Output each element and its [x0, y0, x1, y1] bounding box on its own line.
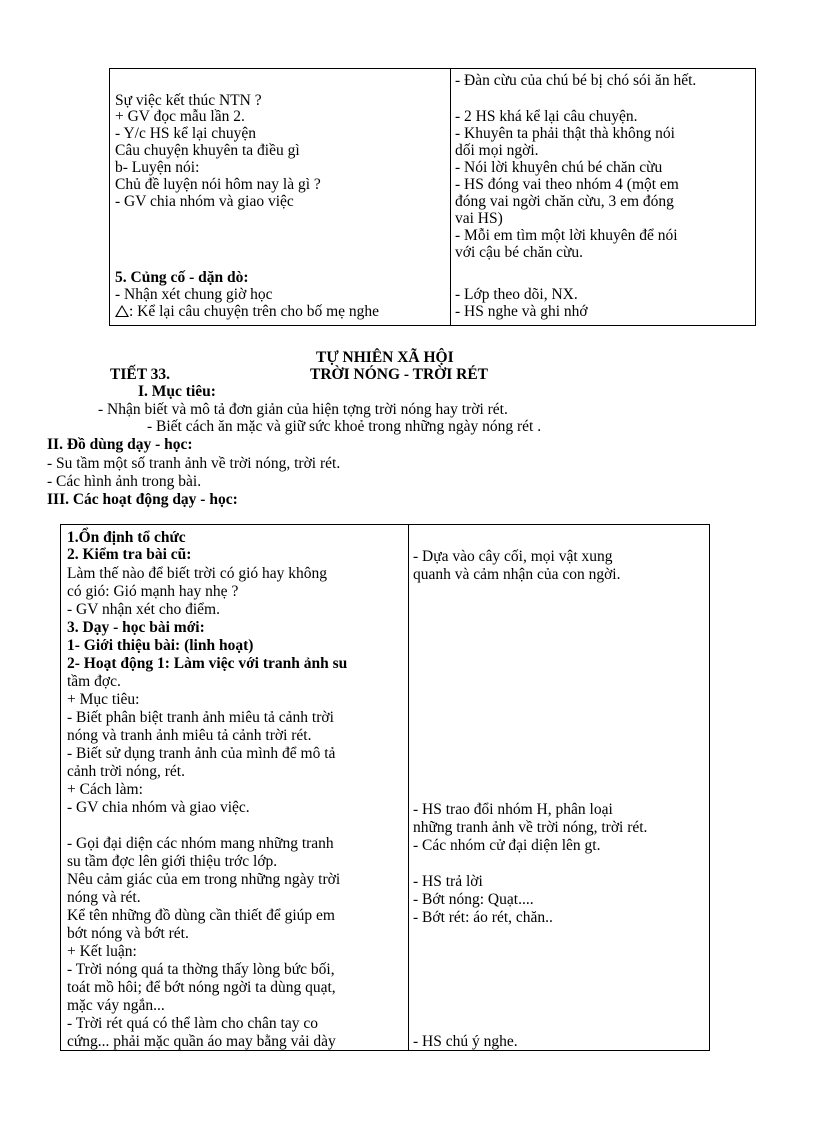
section-heading: 2- Hoạt động 1: Làm việc với tranh ảnh su: [67, 655, 348, 672]
section-heading: 2. Kiểm tra bài cũ:: [67, 546, 192, 563]
section-heading: 1.Ổn định tổ chức: [67, 529, 186, 546]
section-activities: III. Các hoạt động dạy - học:: [47, 491, 238, 508]
objective-item: - Nhận biết và mô tả đơn giản của hiện tợng trời nóng hay trời rét.: [98, 401, 508, 418]
activity-table-main: [60, 524, 710, 1051]
cell-text: - HS chú ý nghe.: [413, 1033, 518, 1050]
cell-text: - Bớt rét: áo rét, chăn..: [413, 909, 553, 926]
column-divider: [408, 525, 409, 1050]
lesson-title: TRỜI NÓNG - TRỜI RÉT: [310, 366, 488, 383]
cell-text: - Bớt nóng: Quạt....: [413, 891, 534, 908]
cell-text: - Dựa vào cây cối, mọi vật xung: [413, 548, 613, 565]
cell-text: : Kể lại câu chuyện trên cho bố mẹ nghe: [129, 303, 380, 320]
section-materials: II. Đồ dùng dạy - học:: [47, 436, 193, 453]
cell-text: - Gọi đại diện các nhóm mang những tranh: [67, 835, 334, 852]
cell-text: - Trời nóng quá ta thờng thấy lòng bức bối,: [67, 961, 335, 978]
cell-text: bớt nóng và bớt rét.: [67, 925, 189, 942]
cell-text: + Cách làm:: [67, 781, 143, 798]
cell-text: - Y/c HS kể lại chuyện: [115, 125, 257, 142]
cell-text: - Trời rét quá có thể làm cho chân tay co: [67, 1015, 318, 1032]
cell-text: - GV nhận xét cho điểm.: [67, 601, 220, 618]
cell-text: Nêu cảm giác của em trong những ngày trời: [67, 871, 341, 888]
section-heading: 3. Dạy - học bài mới:: [67, 619, 205, 636]
cell-text: - HS đóng vai theo nhóm 4 (một em: [455, 176, 679, 193]
cell-text: dối mọi ngời.: [455, 142, 539, 159]
cell-text: mặc váy ngắn...: [67, 997, 165, 1014]
cell-text: cảnh trời nóng, rét.: [67, 763, 185, 780]
activity-table-top: [109, 68, 756, 326]
cell-text: Kể tên những đồ dùng cần thiết để giúp em: [67, 907, 335, 924]
cell-text: + Kết luận:: [67, 943, 137, 960]
cell-text: - GV chia nhóm và giao việc.: [67, 799, 250, 816]
triangle-icon: [115, 305, 129, 317]
cell-text: - Nhận xét chung giờ học: [115, 286, 273, 303]
cell-text: + GV đọc mẫu lần 2.: [115, 108, 245, 125]
cell-text: - HS trả lời: [413, 873, 483, 890]
cell-text-row: [115, 303, 379, 320]
cell-text: - Đàn cừu của chú bé bị chó sói ăn hết.: [455, 72, 697, 89]
cell-text: Sự việc kết thúc NTN ?: [115, 92, 262, 109]
cell-text: nóng và tranh ảnh miêu tả cảnh trời rét.: [67, 727, 312, 744]
material-item: - Su tầm một số tranh ảnh về trời nóng, trời rét.: [47, 455, 341, 472]
cell-text: đóng vai ngời chăn cừu, 3 em đóng: [455, 193, 674, 210]
column-divider: [450, 69, 451, 325]
cell-text: có gió: Gió mạnh hay nhẹ ?: [67, 583, 239, 600]
cell-text: - Khuyên ta phải thật thà không nói: [455, 125, 675, 142]
cell-text: tầm đợc.: [67, 673, 121, 690]
material-item: - Các hình ảnh trong bài.: [47, 473, 202, 490]
cell-text: - Biết phân biệt tranh ảnh miêu tả cảnh trời: [67, 709, 334, 726]
cell-text: - Các nhóm cử đại diện lên gt.: [413, 837, 601, 854]
cell-text: nóng và rét.: [67, 889, 141, 906]
objective-item: - Biết cách ăn mặc và giữ sức khoẻ trong những ngày nóng rét .: [147, 418, 542, 435]
cell-text: - 2 HS khá kể lại câu chuyện.: [455, 108, 638, 125]
cell-text: - HS trao đổi nhóm H, phân loại: [413, 801, 613, 818]
cell-text: - Mỗi em tìm một lời khuyên để nói: [455, 227, 678, 244]
lesson-number: TIẾT 33.: [110, 366, 171, 383]
cell-text: Chủ đề luyện nói hôm nay là gì ?: [115, 176, 321, 193]
cell-text: - Nói lời khuyên chú bé chăn cừu: [455, 159, 663, 176]
cell-text: b- Luyện nói:: [115, 159, 200, 176]
cell-text: Làm thế nào để biết trời có gió hay không: [67, 565, 328, 582]
section-heading: 5. Củng cố - dặn dò:: [115, 269, 249, 286]
cell-text: những tranh ảnh về trời nóng, trời rét.: [413, 819, 648, 836]
cell-text: - HS nghe và ghi nhớ: [455, 303, 588, 320]
cell-text: cứng... phải mặc quần áo may bằng vải dày: [67, 1033, 336, 1050]
cell-text: vai HS): [455, 210, 503, 227]
section-objectives: I. Mục tiêu:: [138, 383, 216, 400]
subject-title: TỰ NHIÊN XÃ HỘI: [316, 349, 454, 366]
cell-text: toát mồ hôi; để bớt nóng ngời ta dùng quạt,: [67, 979, 336, 996]
section-heading: 1- Giới thiệu bài: (linh hoạt): [67, 637, 254, 654]
cell-text: su tầm đợc lên giới thiệu trớc lớp.: [67, 853, 278, 870]
cell-text: Câu chuyện khuyên ta điều gì: [115, 142, 300, 159]
cell-text: - Biết sử dụng tranh ảnh của mình để mô tả: [67, 745, 336, 762]
cell-text: với cậu bé chăn cừu.: [455, 244, 584, 261]
cell-text: quanh và cảm nhận của con ngời.: [413, 566, 621, 583]
cell-text: + Mục tiêu:: [67, 691, 140, 708]
cell-text: - Lớp theo dõi, NX.: [455, 286, 578, 303]
cell-text: - GV chia nhóm và giao việc: [115, 193, 294, 210]
